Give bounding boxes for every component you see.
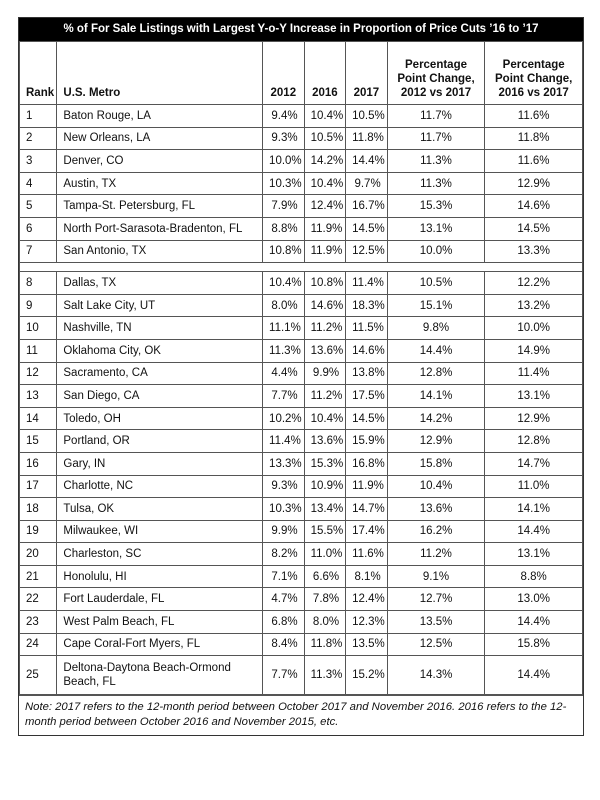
table-row <box>20 105 583 128</box>
value-2016-cell: 14.2% <box>304 150 346 173</box>
rank-cell: 11 <box>20 339 57 362</box>
change-2012-vs-2017-cell: 16.2% <box>387 520 485 543</box>
metro-cell: Tulsa, OK <box>57 498 263 521</box>
metro-cell: Cape Coral-Fort Myers, FL <box>57 633 263 656</box>
value-2016-cell: 12.4% <box>304 195 346 218</box>
rank-cell: 22 <box>20 588 57 611</box>
value-2012-cell: 10.3% <box>263 172 305 195</box>
value-2012-cell: 6.8% <box>263 611 305 634</box>
rank-cell: 14 <box>20 407 57 430</box>
metro-cell: Deltona-Daytona Beach-Ormond Beach, FL <box>57 656 263 695</box>
change-2016-vs-2017-cell: 14.6% <box>485 195 583 218</box>
value-2016-cell: 10.8% <box>304 272 346 295</box>
value-2016-cell: 11.9% <box>304 217 346 240</box>
value-2012-cell: 8.4% <box>263 633 305 656</box>
value-2016-cell: 14.6% <box>304 294 346 317</box>
value-2012-cell: 9.3% <box>263 127 305 150</box>
value-2012-cell: 7.7% <box>263 385 305 408</box>
header-metro: U.S. Metro <box>57 42 263 105</box>
change-2012-vs-2017-cell: 10.0% <box>387 240 485 263</box>
change-2012-vs-2017-cell: 14.4% <box>387 339 485 362</box>
table-row <box>20 565 583 588</box>
value-2016-cell: 9.9% <box>304 362 346 385</box>
metro-cell: Baton Rouge, LA <box>57 105 263 128</box>
metro-cell: Austin, TX <box>57 172 263 195</box>
rank-cell: 8 <box>20 272 57 295</box>
value-2017-cell: 14.7% <box>346 498 388 521</box>
value-2017-cell: 15.9% <box>346 430 388 453</box>
value-2017-cell: 9.7% <box>346 172 388 195</box>
value-2012-cell: 11.4% <box>263 430 305 453</box>
change-2012-vs-2017-cell: 9.1% <box>387 565 485 588</box>
change-2012-vs-2017-cell: 14.2% <box>387 407 485 430</box>
value-2017-cell: 11.8% <box>346 127 388 150</box>
table-row <box>20 611 583 634</box>
value-2017-cell: 14.4% <box>346 150 388 173</box>
change-2012-vs-2017-cell: 11.2% <box>387 543 485 566</box>
metro-cell: San Diego, CA <box>57 385 263 408</box>
rank-cell: 23 <box>20 611 57 634</box>
rank-cell: 25 <box>20 656 57 695</box>
table-row <box>20 317 583 340</box>
metro-cell: Denver, CO <box>57 150 263 173</box>
value-2017-cell: 17.5% <box>346 385 388 408</box>
rank-cell: 20 <box>20 543 57 566</box>
change-2012-vs-2017-cell: 11.3% <box>387 150 485 173</box>
change-2016-vs-2017-cell: 12.8% <box>485 430 583 453</box>
change-2016-vs-2017-cell: 12.2% <box>485 272 583 295</box>
table-row <box>20 452 583 475</box>
value-2016-cell: 6.6% <box>304 565 346 588</box>
header-2017: 2017 <box>346 42 388 105</box>
metro-cell: West Palm Beach, FL <box>57 611 263 634</box>
table-body <box>20 105 583 695</box>
change-2016-vs-2017-cell: 11.0% <box>485 475 583 498</box>
rank-cell: 18 <box>20 498 57 521</box>
metro-cell: Milwaukee, WI <box>57 520 263 543</box>
value-2012-cell: 10.3% <box>263 498 305 521</box>
value-2012-cell: 9.4% <box>263 105 305 128</box>
change-2016-vs-2017-cell: 14.4% <box>485 611 583 634</box>
change-2016-vs-2017-cell: 13.0% <box>485 588 583 611</box>
value-2017-cell: 14.5% <box>346 217 388 240</box>
rank-cell: 2 <box>20 127 57 150</box>
rank-cell: 4 <box>20 172 57 195</box>
change-2016-vs-2017-cell: 10.0% <box>485 317 583 340</box>
value-2016-cell: 13.4% <box>304 498 346 521</box>
rank-cell: 19 <box>20 520 57 543</box>
value-2017-cell: 11.9% <box>346 475 388 498</box>
change-2016-vs-2017-cell: 14.7% <box>485 452 583 475</box>
table-row <box>20 407 583 430</box>
table-row <box>20 195 583 218</box>
change-2016-vs-2017-cell: 13.1% <box>485 385 583 408</box>
change-2012-vs-2017-cell: 9.8% <box>387 317 485 340</box>
metro-cell: Toledo, OH <box>57 407 263 430</box>
metro-cell: Portland, OR <box>57 430 263 453</box>
change-2016-vs-2017-cell: 13.1% <box>485 543 583 566</box>
value-2012-cell: 7.9% <box>263 195 305 218</box>
value-2016-cell: 11.8% <box>304 633 346 656</box>
value-2017-cell: 13.5% <box>346 633 388 656</box>
rank-cell: 7 <box>20 240 57 263</box>
value-2016-cell: 11.0% <box>304 543 346 566</box>
value-2012-cell: 9.3% <box>263 475 305 498</box>
change-2016-vs-2017-cell: 8.8% <box>485 565 583 588</box>
value-2016-cell: 15.3% <box>304 452 346 475</box>
metro-cell: Salt Lake City, UT <box>57 294 263 317</box>
change-2016-vs-2017-cell: 14.9% <box>485 339 583 362</box>
value-2016-cell: 11.2% <box>304 385 346 408</box>
change-2012-vs-2017-cell: 13.5% <box>387 611 485 634</box>
value-2016-cell: 10.4% <box>304 407 346 430</box>
metro-table <box>19 41 583 695</box>
change-2016-vs-2017-cell: 11.8% <box>485 127 583 150</box>
rank-cell: 3 <box>20 150 57 173</box>
change-2012-vs-2017-cell: 13.6% <box>387 498 485 521</box>
value-2017-cell: 10.5% <box>346 105 388 128</box>
value-2016-cell: 10.4% <box>304 172 346 195</box>
rank-cell: 9 <box>20 294 57 317</box>
change-2012-vs-2017-cell: 12.5% <box>387 633 485 656</box>
metro-cell: Nashville, TN <box>57 317 263 340</box>
price-cuts-table-document <box>18 17 584 736</box>
header-change-2012-vs-2017: Percentage Point Change, 2012 vs 2017 <box>387 42 485 105</box>
value-2016-cell: 11.3% <box>304 656 346 695</box>
metro-cell: Tampa-St. Petersburg, FL <box>57 195 263 218</box>
table-row <box>20 656 583 695</box>
change-2012-vs-2017-cell: 15.8% <box>387 452 485 475</box>
change-2012-vs-2017-cell: 14.3% <box>387 656 485 695</box>
rank-cell: 15 <box>20 430 57 453</box>
value-2016-cell: 13.6% <box>304 339 346 362</box>
value-2012-cell: 13.3% <box>263 452 305 475</box>
metro-cell: Honolulu, HI <box>57 565 263 588</box>
table-note: Note: 2017 refers to the 12-month period between October 2017 and November 2016. 2016 refers to the 12-month period between October 2016 and November 2015, etc. <box>19 695 583 735</box>
metro-cell: Charleston, SC <box>57 543 263 566</box>
change-2012-vs-2017-cell: 11.3% <box>387 172 485 195</box>
table-row <box>20 430 583 453</box>
table-row <box>20 385 583 408</box>
rank-cell: 21 <box>20 565 57 588</box>
table-row <box>20 362 583 385</box>
value-2016-cell: 15.5% <box>304 520 346 543</box>
value-2017-cell: 11.6% <box>346 543 388 566</box>
value-2012-cell: 8.8% <box>263 217 305 240</box>
table-row <box>20 172 583 195</box>
change-2016-vs-2017-cell: 12.9% <box>485 172 583 195</box>
value-2017-cell: 17.4% <box>346 520 388 543</box>
change-2012-vs-2017-cell: 11.7% <box>387 127 485 150</box>
change-2016-vs-2017-cell: 15.8% <box>485 633 583 656</box>
change-2016-vs-2017-cell: 11.4% <box>485 362 583 385</box>
value-2017-cell: 18.3% <box>346 294 388 317</box>
table-row <box>20 240 583 263</box>
value-2017-cell: 15.2% <box>346 656 388 695</box>
table-row <box>20 498 583 521</box>
change-2012-vs-2017-cell: 12.9% <box>387 430 485 453</box>
change-2016-vs-2017-cell: 14.4% <box>485 656 583 695</box>
rank-cell: 6 <box>20 217 57 240</box>
value-2017-cell: 14.5% <box>346 407 388 430</box>
table-row <box>20 520 583 543</box>
header-row <box>20 42 583 105</box>
table-row <box>20 272 583 295</box>
change-2012-vs-2017-cell: 15.3% <box>387 195 485 218</box>
value-2012-cell: 8.0% <box>263 294 305 317</box>
header-2016: 2016 <box>304 42 346 105</box>
section-gap-row <box>20 263 583 272</box>
value-2012-cell: 10.4% <box>263 272 305 295</box>
change-2012-vs-2017-cell: 15.1% <box>387 294 485 317</box>
header-change-2016-vs-2017: Percentage Point Change, 2016 vs 2017 <box>485 42 583 105</box>
change-2016-vs-2017-cell: 14.1% <box>485 498 583 521</box>
rank-cell: 24 <box>20 633 57 656</box>
value-2017-cell: 16.8% <box>346 452 388 475</box>
value-2016-cell: 10.9% <box>304 475 346 498</box>
change-2012-vs-2017-cell: 10.4% <box>387 475 485 498</box>
header-2012: 2012 <box>263 42 305 105</box>
table-title: % of For Sale Listings with Largest Y-o-Y Increase in Proportion of Price Cuts ’16 to ’17 <box>19 18 583 41</box>
value-2016-cell: 8.0% <box>304 611 346 634</box>
rank-cell: 5 <box>20 195 57 218</box>
value-2012-cell: 11.1% <box>263 317 305 340</box>
metro-cell: North Port-Sarasota-Bradenton, FL <box>57 217 263 240</box>
change-2012-vs-2017-cell: 12.7% <box>387 588 485 611</box>
value-2017-cell: 16.7% <box>346 195 388 218</box>
table-row <box>20 633 583 656</box>
change-2016-vs-2017-cell: 13.3% <box>485 240 583 263</box>
value-2016-cell: 10.4% <box>304 105 346 128</box>
value-2017-cell: 8.1% <box>346 565 388 588</box>
value-2016-cell: 11.2% <box>304 317 346 340</box>
rank-cell: 13 <box>20 385 57 408</box>
value-2017-cell: 11.4% <box>346 272 388 295</box>
value-2016-cell: 10.5% <box>304 127 346 150</box>
rank-cell: 17 <box>20 475 57 498</box>
table-row <box>20 588 583 611</box>
value-2016-cell: 13.6% <box>304 430 346 453</box>
rank-cell: 16 <box>20 452 57 475</box>
table-row <box>20 543 583 566</box>
change-2016-vs-2017-cell: 13.2% <box>485 294 583 317</box>
table-row <box>20 294 583 317</box>
header-rank: Rank <box>20 42 57 105</box>
metro-cell: Gary, IN <box>57 452 263 475</box>
value-2012-cell: 9.9% <box>263 520 305 543</box>
change-2016-vs-2017-cell: 12.9% <box>485 407 583 430</box>
metro-cell: Fort Lauderdale, FL <box>57 588 263 611</box>
value-2012-cell: 4.7% <box>263 588 305 611</box>
value-2017-cell: 11.5% <box>346 317 388 340</box>
change-2016-vs-2017-cell: 14.4% <box>485 520 583 543</box>
value-2016-cell: 11.9% <box>304 240 346 263</box>
value-2012-cell: 4.4% <box>263 362 305 385</box>
metro-cell: San Antonio, TX <box>57 240 263 263</box>
value-2012-cell: 7.7% <box>263 656 305 695</box>
table-row <box>20 475 583 498</box>
value-2017-cell: 12.4% <box>346 588 388 611</box>
change-2012-vs-2017-cell: 13.1% <box>387 217 485 240</box>
table-row <box>20 217 583 240</box>
value-2012-cell: 11.3% <box>263 339 305 362</box>
value-2016-cell: 7.8% <box>304 588 346 611</box>
change-2012-vs-2017-cell: 14.1% <box>387 385 485 408</box>
rank-cell: 10 <box>20 317 57 340</box>
rank-cell: 12 <box>20 362 57 385</box>
metro-cell: Sacramento, CA <box>57 362 263 385</box>
metro-cell: Oklahoma City, OK <box>57 339 263 362</box>
change-2012-vs-2017-cell: 10.5% <box>387 272 485 295</box>
metro-cell: Charlotte, NC <box>57 475 263 498</box>
metro-cell: Dallas, TX <box>57 272 263 295</box>
change-2012-vs-2017-cell: 12.8% <box>387 362 485 385</box>
value-2012-cell: 8.2% <box>263 543 305 566</box>
change-2016-vs-2017-cell: 11.6% <box>485 150 583 173</box>
value-2017-cell: 12.5% <box>346 240 388 263</box>
value-2017-cell: 13.8% <box>346 362 388 385</box>
table-row <box>20 150 583 173</box>
table-row <box>20 127 583 150</box>
value-2012-cell: 10.8% <box>263 240 305 263</box>
change-2016-vs-2017-cell: 14.5% <box>485 217 583 240</box>
change-2012-vs-2017-cell: 11.7% <box>387 105 485 128</box>
change-2016-vs-2017-cell: 11.6% <box>485 105 583 128</box>
value-2012-cell: 7.1% <box>263 565 305 588</box>
value-2012-cell: 10.2% <box>263 407 305 430</box>
value-2017-cell: 14.6% <box>346 339 388 362</box>
rank-cell: 1 <box>20 105 57 128</box>
value-2017-cell: 12.3% <box>346 611 388 634</box>
value-2012-cell: 10.0% <box>263 150 305 173</box>
metro-cell: New Orleans, LA <box>57 127 263 150</box>
table-row <box>20 339 583 362</box>
